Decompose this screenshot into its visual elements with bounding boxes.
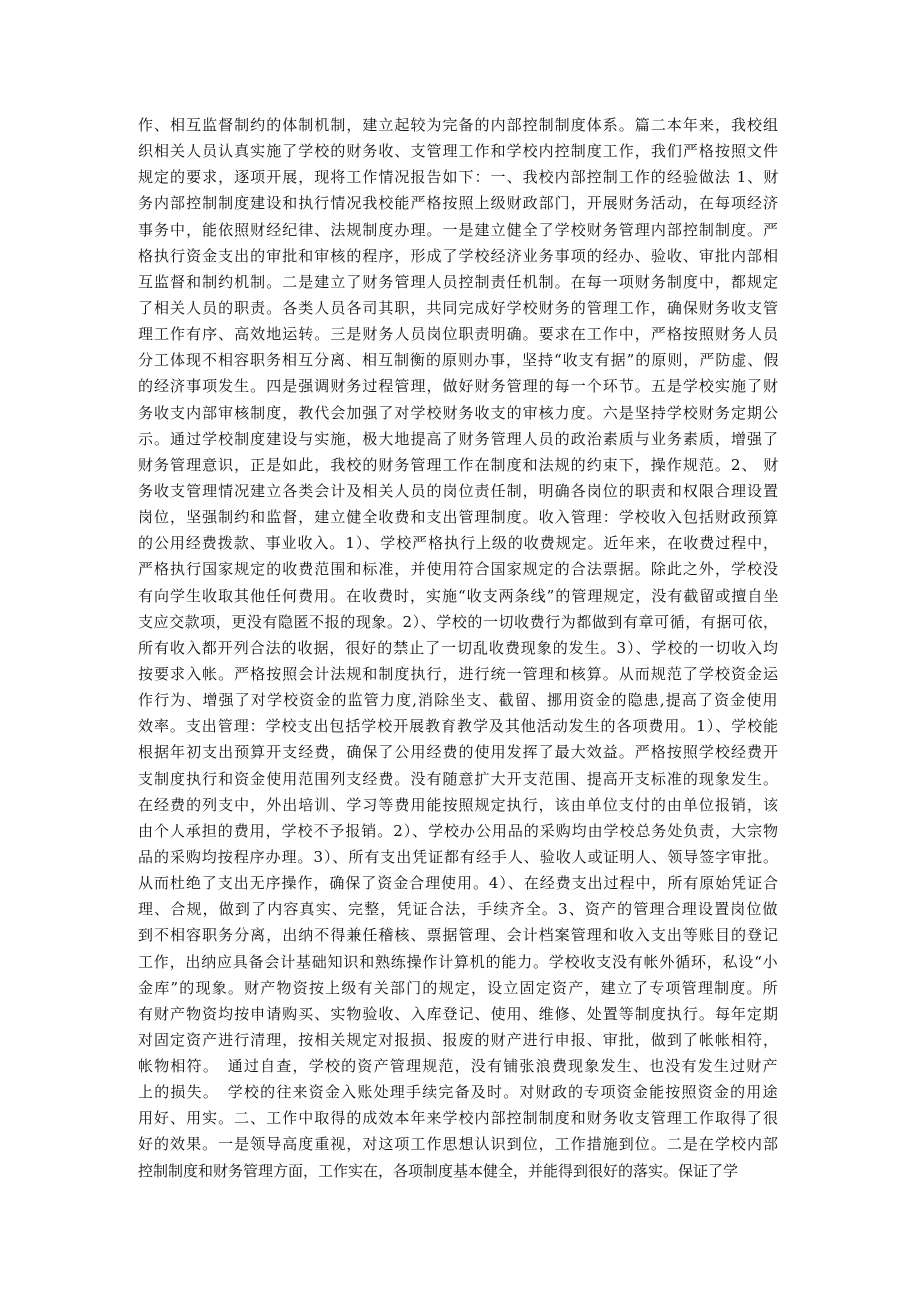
text-line: 有向学生收取其他任何费用。在收费时，实施“收支两条线”的管理规定，没有截留或擅自坐 bbox=[138, 586, 780, 605]
text-line: 互监督和制约机制。二是建立了财务管理人员控制责任机制。在每一项财务制度中，都规定 bbox=[138, 272, 780, 291]
text-line: 务收支内部审核制度，教代会加强了对学校财务收支的审核力度。六是坚持学校财务定期公 bbox=[138, 403, 780, 422]
text-line: 品的采购均按程序办理。3）、所有支出凭证都有经手人、验收人或证明人、领导签字审批。 bbox=[138, 847, 779, 866]
text-line: 效率。支出管理：学校支出包括学校开展教育教学及其他活动发生的各项费用。1）、学校能 bbox=[138, 717, 779, 736]
text-line: 在经费的列支中，外出培训、学习等费用能按照规定执行，该由单位支付的由单位报销，该 bbox=[138, 795, 780, 814]
text-line: 按要求入帐。严格按照会计法规和制度执行，进行统一管理和核算。从而规范了学校资金运 bbox=[138, 664, 780, 683]
text-line: 格执行资金支出的审批和审核的程序，形成了学校经济业务事项的经办、验收、审批内部相 bbox=[138, 246, 780, 265]
text-line: 好的效果。一是领导高度重视，对这项工作思想认识到位，工作措施到位。二是在学校内部 bbox=[138, 1135, 780, 1154]
text-line: 支应交款项，更没有隐匿不报的现象。2）、学校的一切收费行为都做到有章可循，有据可依， bbox=[138, 612, 779, 631]
text-line: 上的损失。 学校的往来资金入账处理手续完备及时。对财政的专项资金能按照资金的用途 bbox=[138, 1083, 779, 1102]
text-line: 理工作有序、高效地运转。三是财务人员岗位职责明确。要求在工作中，严格按照财务人员 bbox=[138, 325, 780, 344]
body-text bbox=[138, 112, 778, 1184]
text-line: 对固定资产进行清理，按相关规定对报损、报废的财产进行申报、审批，做到了帐帐相符， bbox=[138, 1030, 780, 1049]
text-line: 工作，出纳应具备会计基础知识和熟练操作计算机的能力。学校收支没有帐外循环，私设“小 bbox=[138, 952, 779, 971]
text-line: 务收支管理情况建立各类会计及相关人员的岗位责任制，明确各岗位的职责和权限合理设置 bbox=[138, 481, 780, 500]
text-line: 的经济事项发生。四是强调财务过程管理，做好财务管理的每一个环节。五是学校实施了财 bbox=[138, 377, 780, 396]
text-line: 岗位，坚强制约和监督，建立健全收费和支出管理制度。收入管理：学校收入包括财政预算 bbox=[138, 508, 780, 527]
text-line: 织相关人员认真实施了学校的财务收、支管理工作和学校内控制度工作，我们严格按照文件 bbox=[138, 142, 780, 161]
text-line: 支制度执行和资金使用范围列支经费。没有随意扩大开支范围、提高开支标准的现象发生。 bbox=[138, 769, 780, 788]
text-line: 到不相容职务分离，出纳不得兼任稽核、票据管理、会计档案管理和收入支出等账目的登记 bbox=[138, 926, 780, 945]
text-line: 作行为、增强了对学校资金的监管力度,消除坐支、截留、挪用资金的隐患,提高了资金使用 bbox=[138, 691, 779, 710]
text-line: 用好、用实。二、工作中取得的成效本年来学校内部控制制度和财务收支管理工作取得了很 bbox=[138, 1109, 780, 1128]
text-line: 帐物相符。 通过自查，学校的资产管理规范，没有铺张浪费现象发生、也没有发生过财产 bbox=[138, 1057, 779, 1076]
text-line: 示。通过学校制度建设与实施，极大地提高了财务管理人员的政治素质与业务素质，增强了 bbox=[138, 429, 780, 448]
text-line: 了相关人员的职责。各类人员各司其职，共同完成好学校财务的管理工作，确保财务收支管 bbox=[138, 298, 780, 317]
text-line: 事务中，能依照财经纪律、法规制度办理。一是建立健全了学校财务管理内部控制制度。严 bbox=[138, 220, 780, 239]
text-line: 作、相互监督制约的体制机制，建立起较为完备的内部控制制度体系。篇二本年来，我校组 bbox=[138, 116, 780, 134]
text-line: 控制制度和财务管理方面，工作实在，各项制度基本健全，并能得到很好的落实。保证了学 bbox=[138, 1161, 739, 1180]
text-line: 理、合规，做到了内容真实、完整，凭证合法，手续齐全。3、资产的管理合理设置岗位做 bbox=[138, 900, 779, 919]
text-line: 规定的要求，逐项开展，现将工作情况报告如下：一、我校内部控制工作的经验做法 1、财 bbox=[138, 168, 780, 187]
text-line: 的公用经费拨款、事业收入。1）、学校严格执行上级的收费规定。近年来，在收费过程中， bbox=[138, 534, 779, 553]
text-line: 由个人承担的费用，学校不予报销。2）、学校办公用品的采购均由学校总务处负责，大宗物 bbox=[138, 821, 779, 840]
text-line: 务内部控制制度建设和执行情况我校能严格按照上级财政部门，开展财务活动，在每项经济 bbox=[138, 194, 780, 213]
text-line: 分工体现不相容职务相互分离、相互制衡的原则办事，坚持“收支有据”的原则，严防虚、假 bbox=[138, 351, 780, 370]
text-line: 从而杜绝了支出无序操作，确保了资金合理使用。4）、在经费支出过程中，所有原始凭证合 bbox=[138, 874, 779, 893]
text-line: 严格执行国家规定的收费范围和标准，并使用符合国家规定的合法票据。除此之外，学校没 bbox=[138, 560, 780, 579]
text-line: 根据年初支出预算开支经费，确保了公用经费的使用发挥了最大效益。严格按照学校经费开 bbox=[138, 743, 780, 762]
text-line: 有财产物资均按申请购买、实物验收、入库登记、使用、维修、处置等制度执行。每年定期 bbox=[138, 1004, 780, 1023]
text-line: 所有收入都开列合法的收据，很好的禁止了一切乱收费现象的发生。3）、学校的一切收入均 bbox=[138, 638, 779, 657]
text-line: 金库”的现象。财产物资按上级有关部门的规定，设立固定资产，建立了专项管理制度。所 bbox=[138, 978, 779, 997]
text-line: 财务管理意识，正是如此，我校的财务管理工作在制度和法规的约束下，操作规范。2、 财 bbox=[138, 455, 780, 474]
